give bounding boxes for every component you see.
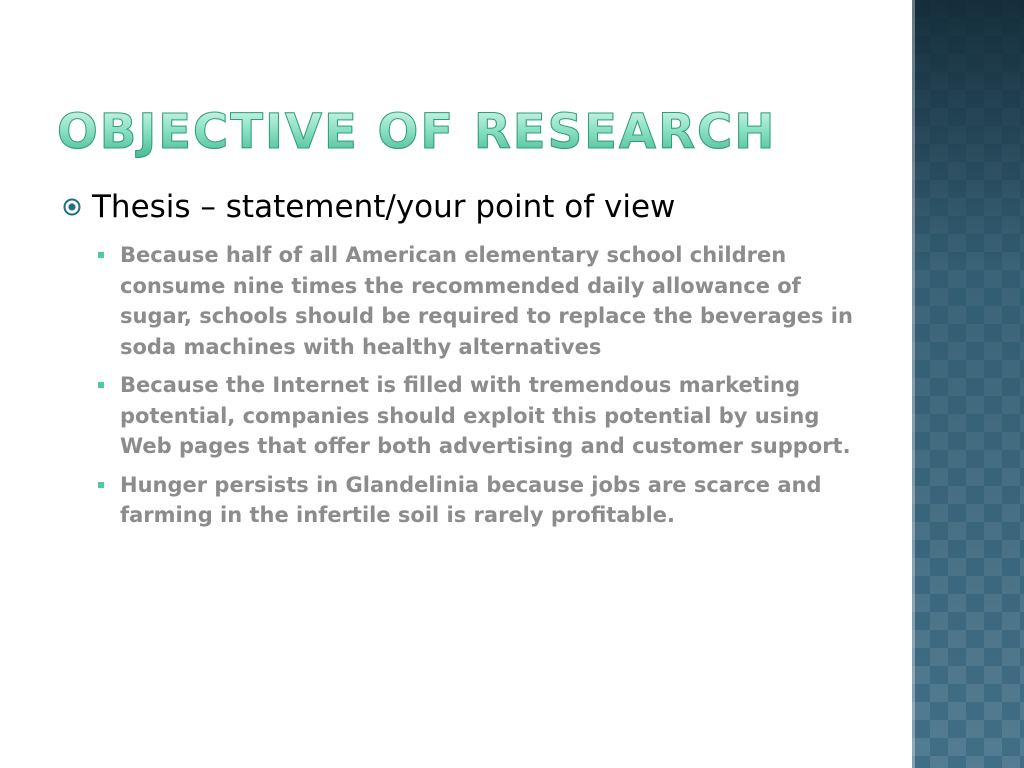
circled-dot-bullet-icon: [62, 186, 92, 228]
sub-point-item: [98, 370, 862, 462]
sub-point-text: Because the Internet is filled with tremendous marketing potential, companies should exploit this potential by using Web pages that offer both advertising and customer support.: [120, 373, 851, 458]
main-bullet-item: [62, 186, 862, 228]
sub-point-item: [98, 240, 862, 362]
sub-point-text: Because half of all American elementary school children consume nine times the recommended daily allowance of sugar, schools should be required to replace the beverages in soda machines with healthy alternatives: [120, 243, 853, 359]
sub-point-item: [98, 470, 862, 531]
square-bullet-icon: [98, 240, 120, 270]
square-bullet-icon: [98, 370, 120, 400]
sub-point-text: Hunger persists in Glandelinia because jobs are scarce and farming in the infertile soil is rarely profitable.: [120, 472, 822, 527]
sub-points-list: [62, 240, 862, 531]
slide-title: OBJECTIVE OF RESEARCH: [57, 104, 777, 160]
square-bullet-icon: [98, 470, 120, 500]
slide-body: [62, 186, 862, 539]
main-point-text: Thesis – statement/your point of view: [92, 189, 676, 225]
decorative-side-panel: [912, 0, 1024, 768]
